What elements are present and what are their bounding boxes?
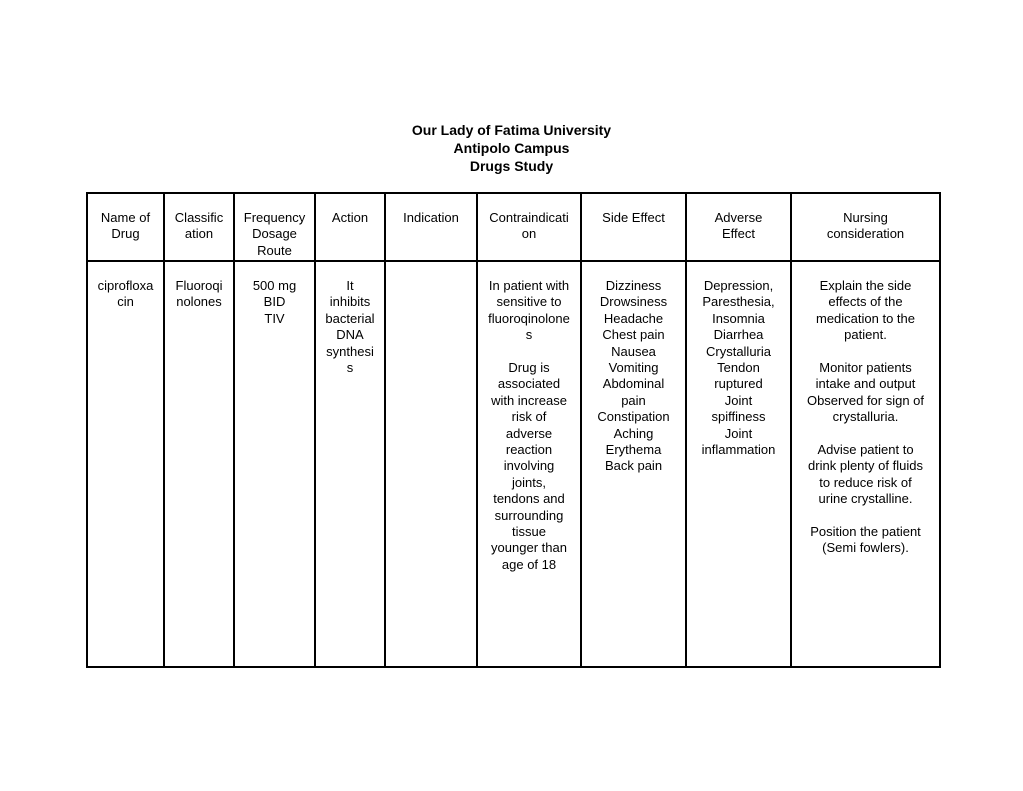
table-header-row — [87, 193, 940, 261]
header-action — [315, 193, 385, 261]
cell-text-line: Drug is — [508, 360, 550, 376]
cell-text-line: ation — [184, 226, 214, 242]
cell-text-line: inflammation — [701, 442, 776, 458]
university-name: Our Lady of Fatima University — [411, 122, 612, 138]
cell-text-line: joints, — [512, 474, 546, 490]
cell-text-line: Drug — [111, 226, 140, 242]
cell-text-line: involving — [503, 458, 555, 474]
cell-text-line: Tendon — [717, 360, 760, 376]
cell-text-line: Vomiting — [608, 360, 659, 376]
cell-text-line: Explain the side — [819, 278, 912, 293]
cell-text-line: s — [525, 327, 533, 343]
cell-text-line: Nursing — [843, 210, 888, 225]
cell-text-line: Abdominal — [602, 376, 665, 392]
cell-text-line: crystalluria. — [832, 409, 899, 425]
cell-text-line: Action — [331, 210, 369, 225]
cell-text-line: Observed for sign of — [806, 392, 925, 408]
cell-text-line: Dizziness — [605, 278, 662, 293]
paragraph-gap — [796, 508, 935, 524]
cell-text-line: associated — [497, 376, 561, 392]
cell-text-line: Crystalluria — [705, 343, 771, 359]
cell-text-line: TIV — [264, 310, 285, 326]
cell-adverse-effect — [686, 261, 791, 667]
table-row — [87, 261, 940, 667]
cell-text-line: It — [346, 278, 354, 293]
cell-text-line: Joint — [724, 392, 753, 408]
cell-text-line: reaction — [505, 442, 553, 458]
cell-text-line: ruptured — [714, 376, 763, 392]
cell-text-line: surrounding — [494, 507, 564, 523]
cell-text-line: Side Effect — [602, 210, 665, 225]
cell-text-line: age of 18 — [501, 556, 557, 572]
cell-text-line: In patient with — [488, 278, 570, 293]
cell-text-line: bacterial — [325, 310, 375, 326]
cell-text-line: tissue — [512, 524, 546, 540]
header-nursing-consideration — [791, 193, 940, 261]
cell-text-line: Joint — [724, 425, 753, 441]
cell-text-line: Aching — [613, 425, 654, 441]
cell-text-line: risk of — [511, 409, 547, 425]
cell-nursing-consideration — [791, 261, 940, 667]
cell-text-line: Back pain — [604, 458, 663, 474]
cell-text-line: with increase — [491, 392, 567, 408]
cell-text-line: DNA — [336, 327, 364, 343]
cell-drug-name — [87, 261, 164, 667]
campus-name: Antipolo Campus — [453, 140, 570, 156]
cell-classification — [164, 261, 234, 667]
cell-text-line: on — [521, 226, 537, 242]
cell-text-line: Advise patient to — [817, 442, 914, 458]
paragraph-gap — [796, 426, 935, 442]
cell-text-line: Monitor patients — [819, 360, 912, 376]
cell-text-line: sensitive to — [496, 294, 562, 310]
cell-text-line: synthesi — [326, 343, 374, 359]
cell-text-line: consideration — [826, 226, 905, 242]
header-side-effect — [581, 193, 686, 261]
header-adverse-effect — [686, 193, 791, 261]
cell-indication — [385, 261, 477, 667]
cell-text-line: Paresthesia, — [702, 294, 775, 310]
header-classification — [164, 193, 234, 261]
cell-text-line: Indication — [403, 210, 459, 225]
cell-text-line: Erythema — [605, 442, 662, 458]
cell-side-effect — [581, 261, 686, 667]
document-header — [0, 121, 1023, 175]
cell-text-line: Chest pain — [602, 327, 665, 343]
drug-study-table — [86, 192, 941, 668]
header-contraindication — [477, 193, 581, 261]
cell-text-line: Effect — [721, 226, 755, 242]
cell-text-line: Depression, — [703, 278, 774, 293]
cell-text-line: ciprofloxa — [97, 278, 154, 293]
cell-text-line: Fluoroqi — [175, 278, 223, 293]
cell-text-line: BID — [263, 294, 286, 310]
cell-text-line: younger than — [491, 540, 567, 556]
paragraph-gap — [482, 344, 576, 360]
cell-text-line: drink plenty of fluids — [808, 458, 923, 474]
cell-text-line: fluoroqinolone — [488, 310, 570, 326]
cell-text-line: patient. — [844, 327, 887, 343]
paragraph-gap — [796, 344, 935, 360]
cell-text-line: Dosage — [252, 226, 297, 242]
cell-text-line: Constipation — [597, 409, 670, 425]
cell-action — [315, 261, 385, 667]
cell-contraindication — [477, 261, 581, 667]
cell-text-line: 500 mg — [252, 278, 297, 293]
cell-text-line: Contraindicati — [489, 210, 569, 225]
cell-text-line: Nausea — [611, 343, 656, 359]
cell-text-line: tendons and — [493, 491, 565, 507]
cell-text-line: Headache — [603, 310, 664, 326]
cell-text-line: cin — [117, 294, 134, 310]
cell-text-line: Position the patient — [810, 524, 921, 540]
header-name-of-drug — [87, 193, 164, 261]
cell-frequency — [234, 261, 315, 667]
cell-text-line: Name of — [100, 210, 151, 225]
cell-text-line: (Semi fowlers). — [822, 540, 909, 556]
cell-text-line: inhibits — [329, 294, 371, 310]
header-frequency-dosage-route — [234, 193, 315, 261]
cell-text-line: Route — [257, 242, 292, 258]
cell-text-line: Adverse — [714, 210, 763, 225]
cell-text-line: urine crystalline. — [818, 491, 913, 507]
cell-text-line: Classific — [174, 210, 224, 225]
cell-text-line: Insomnia — [712, 310, 765, 326]
cell-text-line: s — [346, 360, 354, 376]
document-title: Drugs Study — [469, 158, 554, 174]
header-indication — [385, 193, 477, 261]
cell-text-line: spiffiness — [711, 409, 766, 425]
cell-text-line: Diarrhea — [713, 327, 764, 343]
cell-text-line: Frequency — [243, 210, 306, 225]
cell-text-line: Drowsiness — [599, 294, 668, 310]
cell-text-line: effects of the — [828, 294, 903, 310]
cell-text-line: adverse — [505, 425, 553, 441]
cell-text-line: nolones — [176, 294, 222, 310]
cell-text-line: medication to the — [815, 310, 915, 326]
cell-text-line: intake and output — [815, 376, 916, 392]
cell-text-line: to reduce risk of — [819, 474, 912, 490]
cell-text-line: pain — [621, 392, 646, 408]
